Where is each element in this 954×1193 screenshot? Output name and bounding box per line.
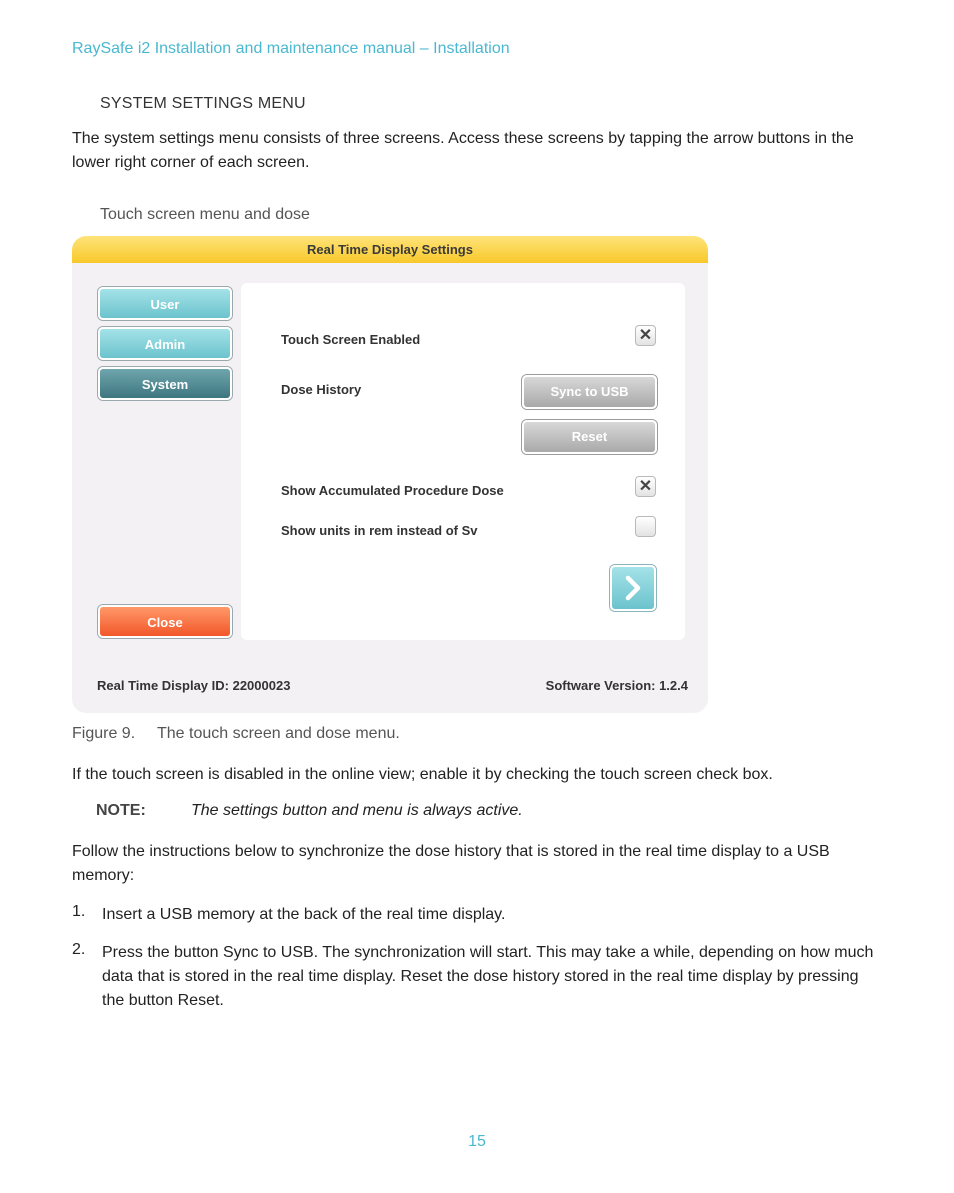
close-button[interactable]: Close (98, 605, 232, 638)
sync-paragraph: Follow the instructions below to synchronize the dose history that is stored in the real time display to a USB memory: (72, 843, 830, 884)
figure-number: Figure 9. (72, 725, 136, 742)
touch-paragraph: If the touch screen is disabled in the online view; enable it by checking the touch screen check box. (72, 766, 773, 783)
page-number: 15 (468, 1133, 486, 1150)
figure-caption-text: The touch screen and dose menu. (157, 725, 400, 742)
next-screen-button[interactable] (610, 565, 656, 611)
note-text: The settings button and menu is always active. (191, 802, 523, 819)
reset-button[interactable]: Reset (522, 420, 657, 454)
step-text: Press the button Sync to USB. The synchronization will start. This may take a while, depending on how much data that is stored in the real time display. Reset the dose history stored in the real time display by pressing the button Reset. (102, 944, 874, 1009)
screen-title: Real Time Display Settings (72, 236, 708, 263)
rem-units-label: Show units in rem instead of Sv (281, 523, 478, 538)
settings-panel (241, 283, 685, 640)
touch-screen-checkbox[interactable] (635, 325, 656, 346)
software-version: Software Version: 1.2.4 (545, 678, 688, 693)
touch-screen-label: Touch Screen Enabled (281, 332, 421, 347)
step-text: Insert a USB memory at the back of the real time display. (102, 906, 506, 923)
cross-check-icon: ✕ (638, 478, 653, 495)
settings-screen (72, 236, 708, 713)
chevron-right-icon (612, 567, 654, 609)
document-header: RaySafe i2 Installation and maintenance manual – Installation (72, 40, 510, 57)
display-id: Real Time Display ID: 22000023 (97, 678, 291, 693)
figure-heading: Touch screen menu and dose (100, 206, 310, 223)
accumulated-dose-checkbox[interactable] (635, 476, 656, 497)
intro-paragraph: The system settings menu consists of three screens. Access these screens by tapping the arrow buttons in the lower right corner of each screen. (72, 130, 854, 171)
figure-caption (72, 725, 400, 743)
user-tab-button[interactable]: User (98, 287, 232, 320)
system-tab-button[interactable]: System (98, 367, 232, 400)
cross-check-icon: ✕ (638, 327, 653, 344)
note-label: NOTE: (96, 802, 146, 819)
rem-units-checkbox[interactable] (635, 516, 656, 537)
section-heading: SYSTEM SETTINGS MENU (100, 95, 306, 112)
dose-history-label: Dose History (281, 382, 362, 397)
step-number: 1. (72, 903, 86, 920)
step-number: 2. (72, 941, 86, 958)
sync-to-usb-button[interactable]: Sync to USB (522, 375, 657, 409)
admin-tab-button[interactable]: Admin (98, 327, 232, 360)
accumulated-dose-label: Show Accumulated Procedure Dose (281, 483, 504, 498)
